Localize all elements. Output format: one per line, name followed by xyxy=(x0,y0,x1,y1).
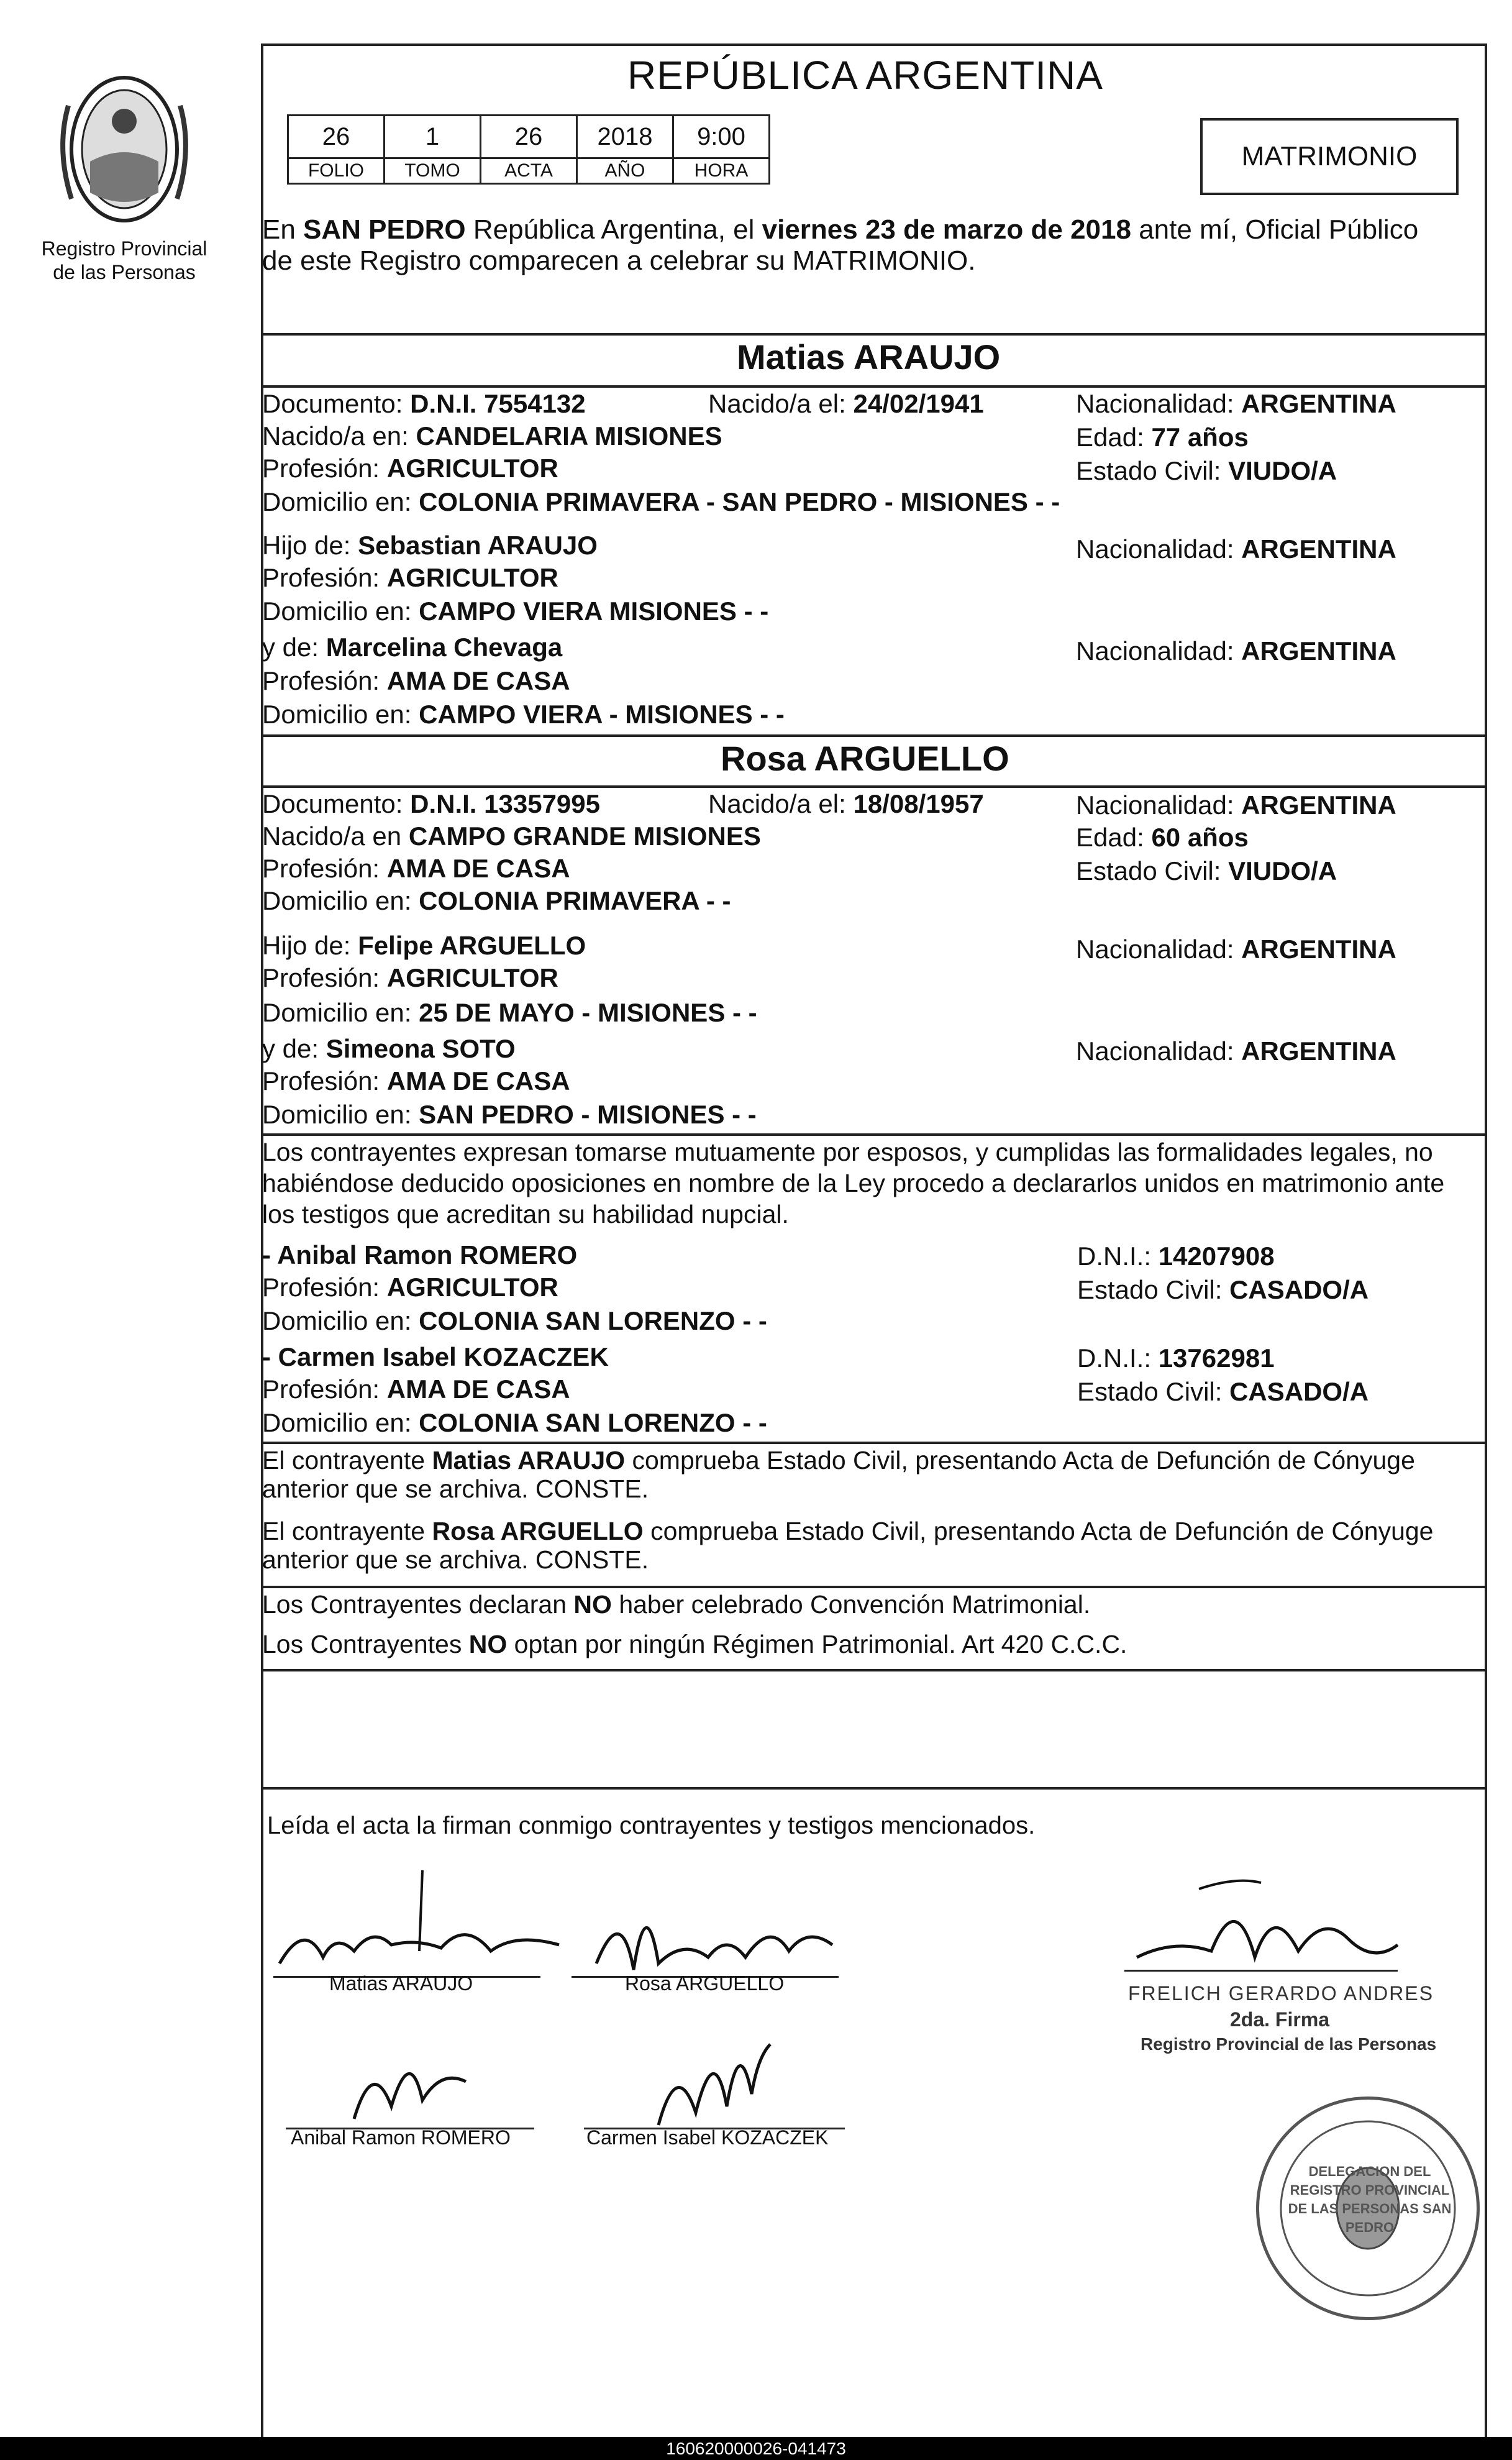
tomo-label: TOMO xyxy=(385,158,481,184)
witness-2-name: - Carmen Isabel KOZACZEK xyxy=(262,1342,609,1371)
bride-mother-nationality: Nacionalidad: ARGENTINA xyxy=(1076,1036,1396,1066)
stamp-text: DELEGACION DEL REGISTRO PROVINCIAL DE LAS PERSONAS SAN PEDRO xyxy=(1288,2164,1452,2235)
bride-civil-status: Estado Civil: VIUDO/A xyxy=(1076,856,1337,885)
divider xyxy=(261,1669,1487,1671)
declaration-line-1: Los contrayentes expresan tomarse mutuamente por esposos, y cumplidas las formalidades legales, no xyxy=(262,1138,1433,1166)
logo-caption-line1: Registro Provincial xyxy=(41,237,207,260)
document-title: REPÚBLICA ARGENTINA xyxy=(627,53,1103,98)
groom-signature-icon xyxy=(267,1858,590,1982)
groom-father-profession: Profesión: AGRICULTOR xyxy=(262,563,558,592)
witness-1-civil-status: Estado Civil: CASADO/A xyxy=(1077,1275,1369,1304)
note-groom-line-2: anterior que se archiva. CONSTE. xyxy=(262,1475,649,1503)
groom-document: Documento: D.N.I. 7554132 xyxy=(262,389,586,418)
groom-mother-address: Domicilio en: CAMPO VIERA - MISIONES - - xyxy=(262,700,785,729)
bride-father-profession: Profesión: AGRICULTOR xyxy=(262,963,558,992)
groom-birth-place: Nacido/a en: CANDELARIA MISIONES xyxy=(262,421,722,450)
bride-father-address: Domicilio en: 25 DE MAYO - MISIONES - - xyxy=(262,998,757,1027)
groom-mother: y de: Marcelina Chevaga xyxy=(262,633,563,662)
bride-profession: Profesión: AMA DE CASA xyxy=(262,854,570,883)
bride-name: Rosa ARGUELLO xyxy=(721,739,1009,778)
groom-age: Edad: 77 años xyxy=(1076,423,1249,452)
witness-1-signature-icon xyxy=(335,2032,485,2131)
logo-caption-line2: de las Personas xyxy=(53,261,196,283)
witness-2-signature-label: Carmen Isabel KOZACZEK xyxy=(586,2126,829,2149)
official-role: 2da. Firma xyxy=(1230,2008,1330,2031)
groom-address: Domicilio en: COLONIA PRIMAVERA - SAN PEDRO - MISIONES - - xyxy=(262,487,1060,516)
bride-father: Hijo de: Felipe ARGUELLO xyxy=(262,931,586,960)
signatures-intro: Leída el acta la firman conmigo contrayentes y testigos mencionados. xyxy=(267,1812,1036,1839)
note-bride-line-1: El contrayente Rosa ARGUELLO comprueba Estado Civil, presentando Acta de Defunción de Cónyuge xyxy=(262,1517,1434,1545)
groom-nationality: Nacionalidad: ARGENTINA xyxy=(1076,389,1396,418)
witness-1-signature-label: Anibal Ramon ROMERO xyxy=(291,2126,511,2149)
groom-father-nationality: Nacionalidad: ARGENTINA xyxy=(1076,534,1396,564)
bride-birth-date: Nacido/a el: 18/08/1957 xyxy=(708,789,984,818)
folio-value: 26 xyxy=(288,116,385,158)
witness-2-civil-status: Estado Civil: CASADO/A xyxy=(1077,1377,1369,1406)
official-name: FRELICH GERARDO ANDRES xyxy=(1128,1982,1434,2005)
bride-mother: y de: Simeona SOTO xyxy=(262,1034,516,1063)
divider xyxy=(261,333,1487,336)
anio-value: 2018 xyxy=(577,116,673,158)
hora-label: HORA xyxy=(673,158,770,184)
witness-2-dni: D.N.I.: 13762981 xyxy=(1077,1343,1275,1373)
witness-1-profession: Profesión: AGRICULTOR xyxy=(262,1273,558,1302)
intro-line-1: En SAN PEDRO República Argentina, el viernes 23 de marzo de 2018 ante mí, Oficial Público xyxy=(262,214,1419,245)
note-groom-line-1: El contrayente Matias ARAUJO comprueba Estado Civil, presentando Acta de Defunción de Cónyuge xyxy=(262,1446,1415,1475)
acta-value: 26 xyxy=(481,116,577,158)
groom-signature-label: Matias ARAUJO xyxy=(329,1972,473,1995)
witness-1-dni: D.N.I.: 14207908 xyxy=(1077,1241,1275,1271)
witness-2-signature-icon xyxy=(634,2019,783,2131)
groom-mother-profession: Profesión: AMA DE CASA xyxy=(262,666,570,695)
witness-1-name: - Anibal Ramon ROMERO xyxy=(262,1240,578,1269)
bride-signature-label: Rosa ARGUELLO xyxy=(625,1972,785,1995)
divider xyxy=(261,734,1487,737)
bride-father-nationality: Nacionalidad: ARGENTINA xyxy=(1076,935,1396,964)
groom-name: Matias ARAUJO xyxy=(737,337,1001,377)
bride-document: Documento: D.N.I. 13357995 xyxy=(262,789,600,818)
groom-father: Hijo de: Sebastian ARAUJO xyxy=(262,531,598,560)
bride-address: Domicilio en: COLONIA PRIMAVERA - - xyxy=(262,886,731,915)
regime-note: Los Contrayentes NO optan por ningún Régimen Patrimonial. Art 420 C.C.C. xyxy=(262,1630,1127,1658)
bride-mother-address: Domicilio en: SAN PEDRO - MISIONES - - xyxy=(262,1100,757,1129)
folio-label: FOLIO xyxy=(288,158,385,184)
bride-mother-profession: Profesión: AMA DE CASA xyxy=(262,1066,570,1095)
intro-line-2: de este Registro comparecen a celebrar su MATRIMONIO. xyxy=(262,245,976,276)
convention-note: Los Contrayentes declaran NO haber celebrado Convención Matrimonial. xyxy=(262,1590,1091,1619)
bride-signature-icon xyxy=(572,1864,857,1988)
bride-age: Edad: 60 años xyxy=(1076,823,1249,852)
groom-father-address: Domicilio en: CAMPO VIERA MISIONES - - xyxy=(262,597,769,626)
misiones-province-crest-icon xyxy=(43,68,205,230)
hora-value: 9:00 xyxy=(673,116,770,158)
province-logo xyxy=(43,68,205,230)
groom-profession: Profesión: AGRICULTOR xyxy=(262,454,558,483)
bride-birth-place: Nacido/a en CAMPO GRANDE MISIONES xyxy=(262,821,761,851)
declaration-line-2: habiéndose deducido oposiciones en nombre de la Ley procedo a declararlos unidos en matrimonio ante xyxy=(262,1169,1445,1197)
witness-2-profession: Profesión: AMA DE CASA xyxy=(262,1374,570,1404)
divider xyxy=(261,1787,1487,1790)
official-signature-line xyxy=(1124,1970,1398,1972)
tomo-value: 1 xyxy=(385,116,481,158)
official-organization: Registro Provincial de las Personas xyxy=(1141,2034,1437,2054)
anio-label: AÑO xyxy=(577,158,673,184)
witness-1-address: Domicilio en: COLONIA SAN LORENZO - - xyxy=(262,1306,767,1335)
record-header-table xyxy=(287,114,770,185)
record-type-box: MATRIMONIO xyxy=(1200,118,1459,195)
groom-civil-status: Estado Civil: VIUDO/A xyxy=(1076,456,1337,485)
bride-nationality: Nacionalidad: ARGENTINA xyxy=(1076,790,1396,820)
document-code: 160620000026-041473 xyxy=(0,2437,1512,2460)
acta-label: ACTA xyxy=(481,158,577,184)
groom-birth-date: Nacido/a el: 24/02/1941 xyxy=(708,389,984,418)
witness-2-address: Domicilio en: COLONIA SAN LORENZO - - xyxy=(262,1408,767,1437)
note-bride-line-2: anterior que se archiva. CONSTE. xyxy=(262,1545,649,1574)
groom-mother-nationality: Nacionalidad: ARGENTINA xyxy=(1076,636,1396,665)
declaration-line-3: los testigos que acreditan su habilidad nupcial. xyxy=(262,1200,789,1228)
